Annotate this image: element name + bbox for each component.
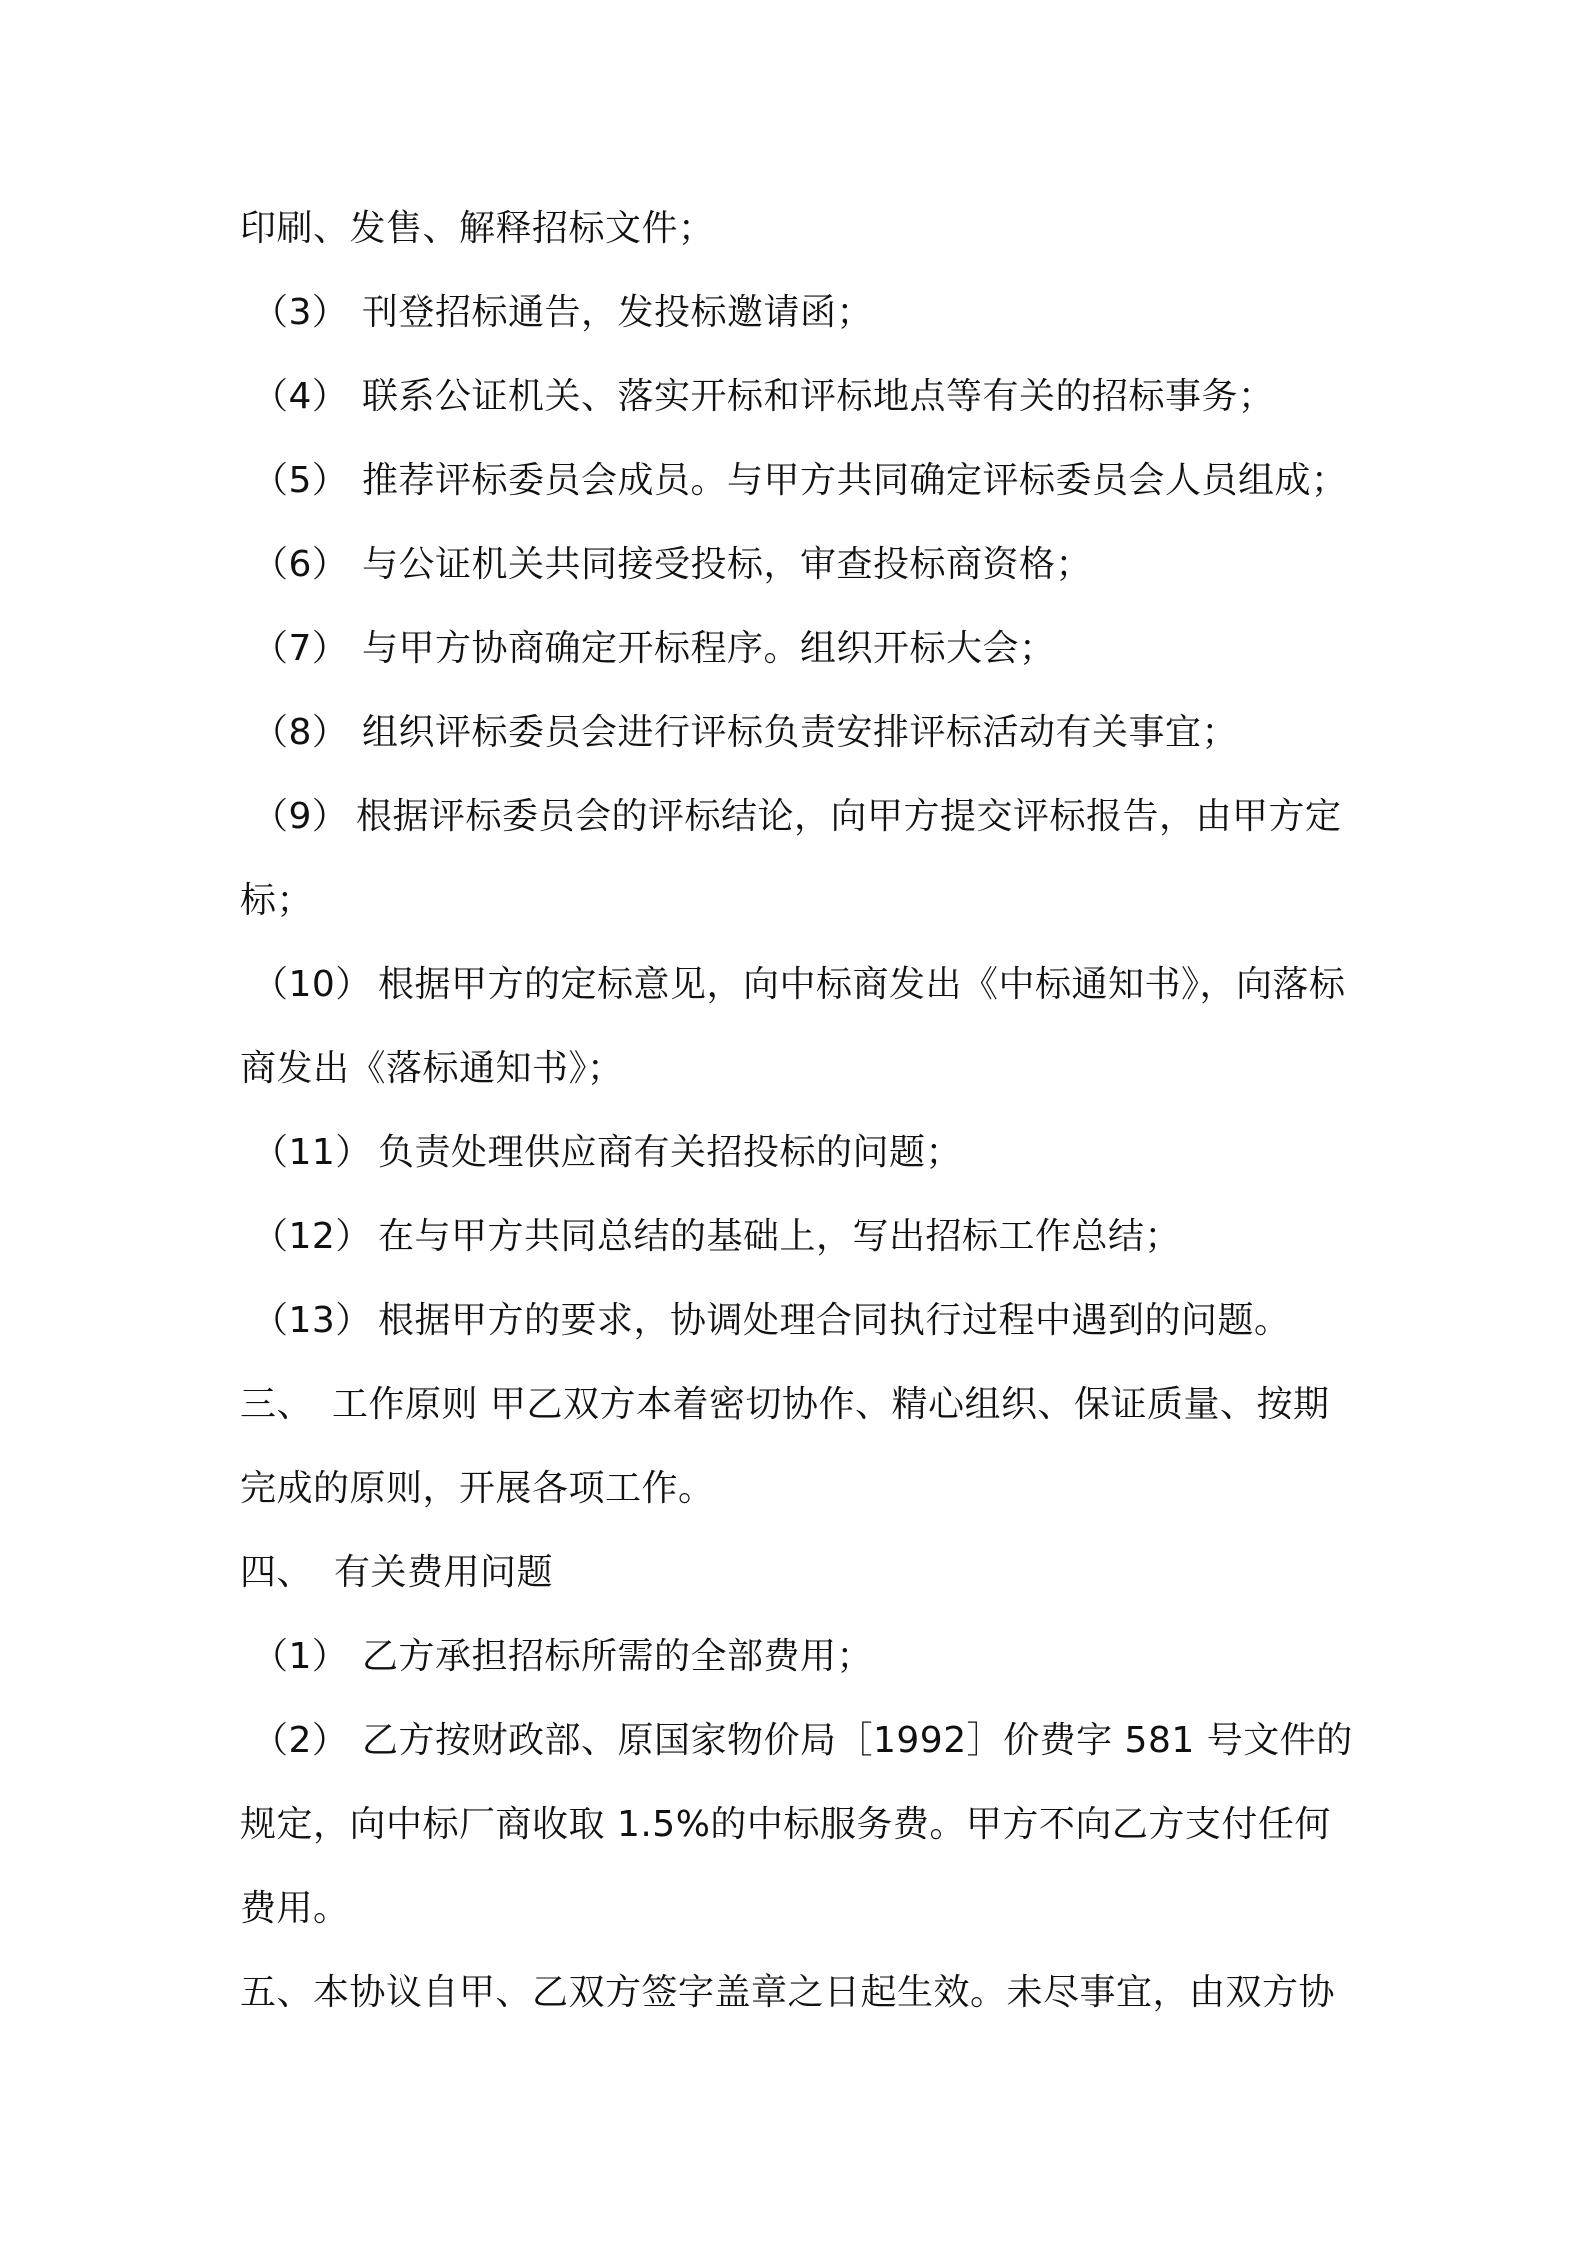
text-line-continuation	[240, 1795, 1360, 1855]
list-item-3	[252, 283, 1372, 343]
list-item-fee-2	[252, 1711, 1372, 1771]
list-text: 与甲方协商确定开标程序。组织开标大会；	[362, 628, 1056, 669]
list-number: （8）	[252, 712, 349, 753]
line-text: 标；	[240, 880, 314, 921]
list-text: 负责处理供应商有关招投标的问题；	[378, 1132, 963, 1173]
list-number: （10）	[252, 964, 372, 1005]
list-item-4	[252, 367, 1372, 427]
section-5-text	[240, 1963, 1360, 2023]
text-line-1	[240, 199, 1360, 259]
list-text: 在与甲方共同总结的基础上，写出招标工作总结；	[378, 1216, 1182, 1257]
list-number: （11）	[252, 1132, 372, 1173]
list-text: 根据甲方的定标意见，向中标商发出《中标通知书》，向落标	[378, 964, 1346, 1005]
text-line-continuation	[240, 871, 1360, 931]
list-text: 乙方承担招标所需的全部费用；	[362, 1636, 874, 1677]
text-line-continuation	[240, 1039, 1360, 1099]
list-text: 推荐评标委员会成员。与甲方共同确定评标委员会人员组成；	[362, 460, 1348, 501]
list-text: 联系公证机关、落实开标和评标地点等有关的招标事务；	[362, 376, 1275, 417]
list-item-5	[252, 451, 1372, 511]
list-text: 与公证机关共同接受投标，审查投标商资格；	[362, 544, 1093, 585]
list-number: （4）	[252, 376, 349, 417]
text-line-continuation	[240, 1459, 1360, 1519]
line-text: 印刷、发售、解释招标文件；	[240, 208, 715, 249]
list-item-13	[252, 1291, 1372, 1351]
section-3-heading	[240, 1375, 1360, 1435]
list-item-11	[252, 1123, 1372, 1183]
list-number: （9）	[252, 796, 349, 837]
list-number: （1）	[252, 1636, 349, 1677]
list-number: （3）	[252, 292, 349, 333]
list-text: 刊登招标通告，发投标邀请函；	[362, 292, 874, 333]
list-text: 乙方按财政部、原国家物价局［1992］价费字 581 号文件的	[362, 1720, 1353, 1761]
list-number: （12）	[252, 1216, 372, 1257]
line-text: 规定，向中标厂商收取 1.5%的中标服务费。甲方不向乙方支付任何	[240, 1804, 1331, 1845]
list-text: 根据甲方的要求，协调处理合同执行过程中遇到的问题。	[378, 1300, 1291, 1341]
line-text: 商发出《落标通知书》；	[240, 1048, 624, 1089]
section-text: 工作原则 甲乙双方本着密切协作、精心组织、保证质量、按期	[332, 1384, 1330, 1425]
list-number: （13）	[252, 1300, 372, 1341]
section-text: 有关费用问题	[334, 1552, 554, 1593]
list-item-10	[252, 955, 1372, 1015]
list-item-8	[252, 703, 1372, 763]
list-item-fee-1	[252, 1627, 1372, 1687]
list-item-9	[252, 787, 1372, 847]
section-number: 三、	[240, 1384, 314, 1425]
text-line-continuation	[240, 1879, 1360, 1939]
list-item-6	[252, 535, 1372, 595]
list-number: （5）	[252, 460, 349, 501]
section-number: 四、	[240, 1552, 314, 1593]
line-text: 五、本协议自甲、乙双方签字盖章之日起生效。未尽事宜，由双方协	[240, 1972, 1336, 2013]
list-text: 根据评标委员会的评标结论，向甲方提交评标报告，由甲方定	[356, 796, 1342, 837]
list-item-12	[252, 1207, 1372, 1267]
line-text: 完成的原则，开展各项工作。	[240, 1468, 715, 1509]
list-number: （6）	[252, 544, 349, 585]
list-item-7	[252, 619, 1372, 679]
list-text: 组织评标委员会进行评标负责安排评标活动有关事宜；	[362, 712, 1239, 753]
line-text: 费用。	[240, 1888, 350, 1929]
list-number: （7）	[252, 628, 349, 669]
list-number: （2）	[252, 1720, 349, 1761]
section-4-heading	[240, 1543, 1360, 1603]
